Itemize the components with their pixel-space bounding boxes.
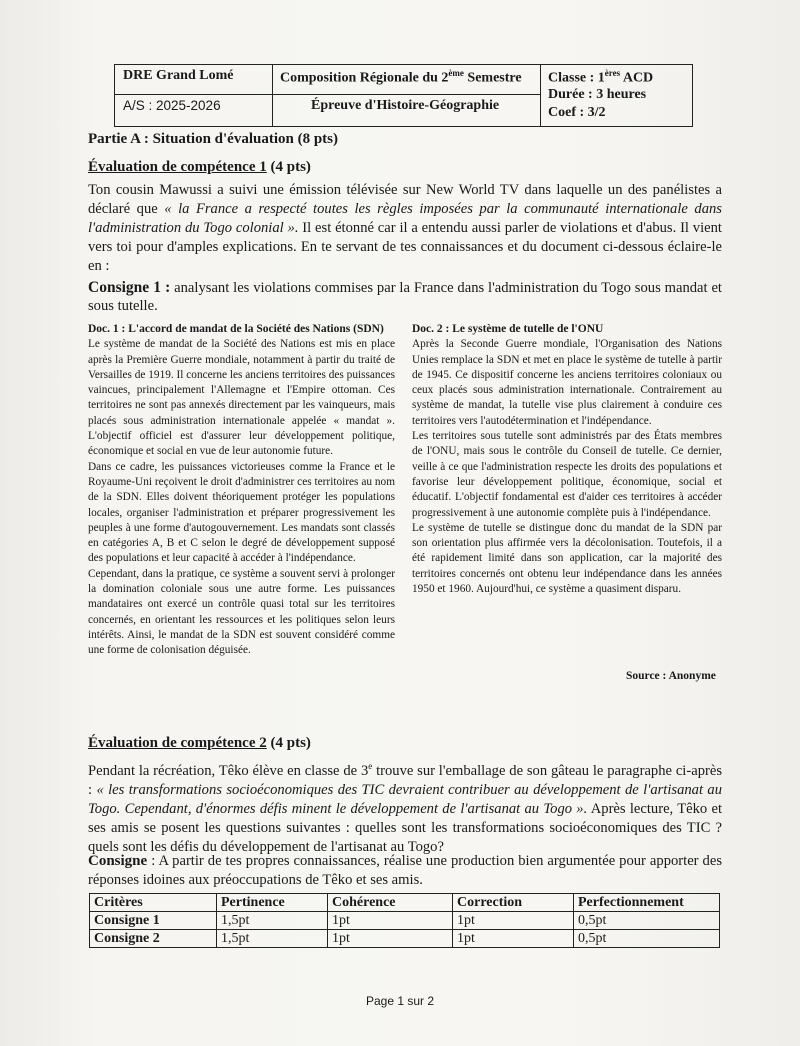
grading-cell: 0,5pt: [574, 930, 720, 948]
eval2-consigne: Consigne : A partir de tes propres connaissances, réalise une production bien argumentée pour apporter des réponses idoines aux préoccupations de Têko et ses amis.: [88, 853, 722, 888]
grading-cell: 1pt: [453, 912, 574, 930]
grading-cell: 1,5pt: [217, 930, 328, 948]
grading-cell: 1pt: [328, 912, 453, 930]
eval1-heading: Évaluation de compétence 1 (4 pts): [88, 159, 311, 175]
doc1-paragraph: Dans ce cadre, les puissances victorieuses comme la France et le Royaume-Uni reçoivent le droit d'administrer ces territoires au nom de la SDN. Elles doivent théoriquement protéger les populations locales, organiser l'administration et préparer progressivement les peuples à une forme d'autogouvernement. Les mandats sont classés en catégories A, B et C selon le degré de développement supposé des populations et leur capacité à accéder à l'indépendance.: [88, 460, 395, 565]
header-divider: [272, 65, 273, 126]
document-2: [412, 322, 722, 597]
doc2-paragraph: Après la Seconde Guerre mondiale, l'Organisation des Nations Unies remplace la SDN et met en place le système de tutelle à partir de 1945. Ce dispositif concerne les anciens territoires coloniaux ou ceux placés sous administration internationale. Contrairement au système de mandat, la tutelle vise plus clairement à conduire ces territoires vers l'autodétermination et l'indépendance.: [412, 338, 722, 427]
grading-cell: Consigne 1: [90, 912, 217, 930]
eval1-situation: Ton cousin Mawussi a suivi une émission télévisée sur New World TV dans laquelle un des panélistes a déclaré que « la France a respecté toutes les règles imposées par la communauté internationale dans l'administration du Togo colonial ». Il est étonné car il a entendu aussi parler de violations et d'abus. Il vient vers toi pour d'amples explications. En te servant de tes connaissances et du document ci-dessous éclaire-le en :: [88, 182, 722, 274]
doc2-title: Doc. 2 : Le système de tutelle de l'ONU: [412, 323, 604, 335]
grading-cell: 1pt: [453, 930, 574, 948]
grading-table: [89, 893, 720, 948]
grading-header-cell: Cohérence: [328, 894, 453, 912]
doc2-paragraph: Les territoires sous tutelle sont administrés par des États membres de l'ONU, mais sous le contrôle du Conseil de tutelle. Ce dernier, veille à ce que l'administration respecte les droits des populations et favorise leur développement politique, économique, social et éducatif. L'objectif fondamental est d'aider ces territoires à accéder progressivement à une autonomie complète puis à l'indépendance.: [412, 430, 722, 519]
grading-header-cell: Pertinence: [217, 894, 328, 912]
header-duree: Durée : 3 heures: [548, 87, 647, 102]
header-coef: Coef : 3/2: [548, 105, 606, 120]
grading-header-cell: Perfectionnement: [574, 894, 720, 912]
header-epreuve: Épreuve d'Histoire-Géographie: [311, 98, 500, 113]
doc2-paragraph: Le système de tutelle se distingue donc du mandat de la SDN par son orientation plus affirmée vers la décolonisation. Toutefois, il a été rapidement limité dans son application, car la majorité des territoires concernés ont obtenu leur indépendance dans les années 1950 et 1960. Aujourd'hui, ce système a quasiment disparu.: [412, 521, 722, 596]
eval2-situation: Pendant la récréation, Têko élève en classe de 3e trouve sur l'emballage de son gâteau le paragraphe ci-après : « les transformations socioéconomiques des TIC devraient contribuer au développement de l'artisanat au Togo. Cependant, d'énormes défis minent le développement de l'artisanat au Togo ». Après lecture, Têko et ses amis se posent les questions suivantes : quelles sont les transformations socioéconomiques des TIC ? quels sont les défis du développement de l'artisanat au Togo?: [88, 761, 723, 855]
table-row: [90, 930, 720, 948]
doc2-source: Source : Anonyme: [626, 670, 716, 682]
eval2-heading: Évaluation de compétence 2 (4 pts): [88, 735, 311, 751]
grading-header-cell: Critères: [90, 894, 217, 912]
partie-a-heading: Partie A : Situation d'évaluation (8 pts): [88, 131, 339, 147]
header-year: A/S : 2025-2026: [123, 98, 221, 113]
grading-header-cell: Correction: [453, 894, 574, 912]
doc1-title: Doc. 1 : L'accord de mandat de la Société des Nations (SDN): [88, 323, 384, 335]
page-number: Page 1 sur 2: [365, 994, 435, 1008]
document-1: [88, 322, 395, 659]
doc1-paragraph: Cependant, dans la pratique, ce système a souvent servi à prolonger la domination coloniale sous une autre forme. Les puissances mandataires ont exercé un contrôle quasi total sur les territoires concernés, en orientant les ressources et les politiques selon leurs intérêts. Ainsi, le mandat de la SDN est souvent considéré comme une forme de colonisation déguisée.: [88, 567, 395, 657]
table-row: [90, 912, 720, 930]
header-classe: Classe : 1ères ACD: [548, 68, 654, 86]
grading-cell: 1,5pt: [217, 912, 328, 930]
grading-cell: Consigne 2: [90, 930, 217, 948]
header-divider: [540, 65, 541, 126]
grading-header-row: [90, 894, 720, 912]
header-composition: Composition Régionale du 2ème Semestre: [280, 68, 522, 86]
grading-cell: 1pt: [328, 930, 453, 948]
header-table: [114, 64, 693, 127]
eval1-consigne: Consigne 1 : analysant les violations commises par la France dans l'administration du Togo sous mandat et sous tutelle.: [88, 279, 722, 314]
grading-cell: 0,5pt: [574, 912, 720, 930]
doc1-paragraph: Le système de mandat de la Société des Nations est mis en place après la Première Guerre mondiale, notamment à partir du traité de Versailles de 1919. Il concerne les anciens territoires des puissances vaincues, principalement l'Allemagne et l'Empire ottoman. Ces territoires ne sont pas annexés directement par les vainqueurs, mais placés sous administration internationale appelée « mandat ». L'objectif officiel est d'assurer leur développement politique, économique et social en vue de leur autonomie future.: [88, 338, 395, 458]
header-org: DRE Grand Lomé: [123, 68, 234, 83]
header-divider: [115, 94, 540, 95]
